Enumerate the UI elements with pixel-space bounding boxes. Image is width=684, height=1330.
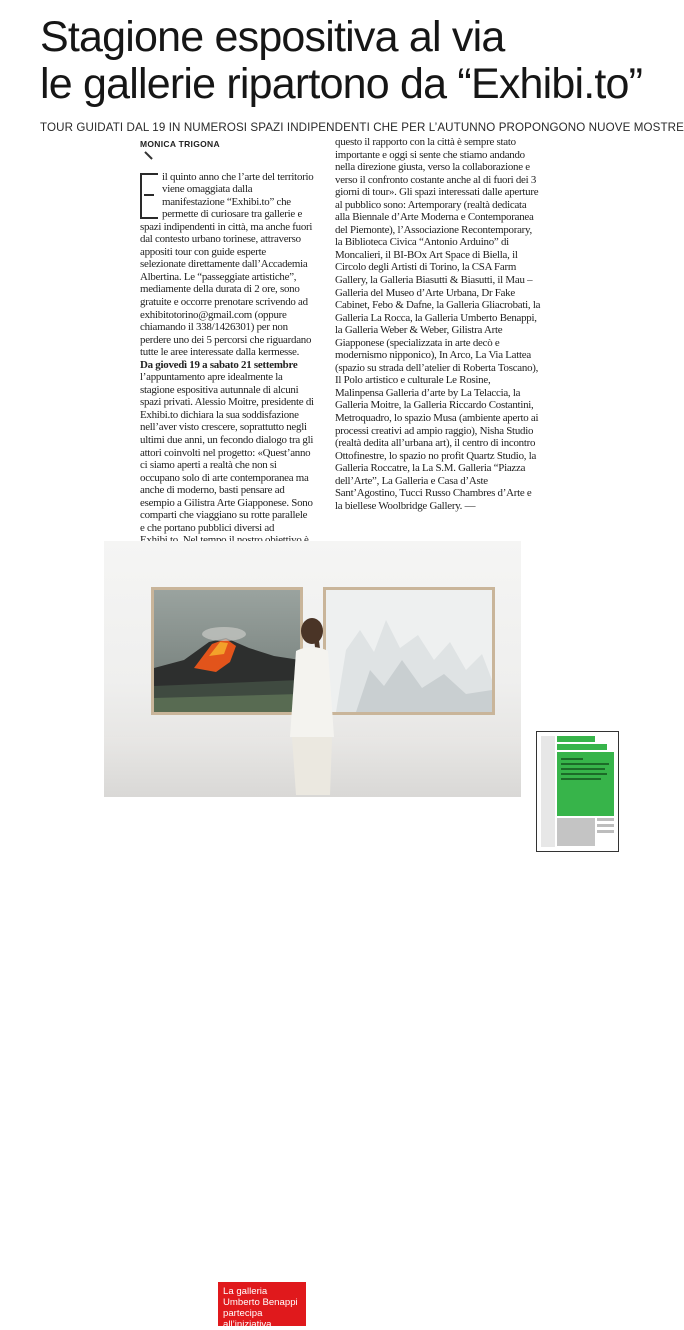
article-column-1 xyxy=(140,136,314,585)
article-body-2: questo il rapporto con la città è sempre stato importante e oggi si sente che stiamo andando nella direzione giusta, verso la collaborazione e verso il confronto costante anche al di fuori dei 3 giorni di tour». Gli spazi interessati dalle aperture al pubblico sono: Artemporary (realtà dedicata alla Biennale d’Arte Moderna e Contemporanea del Piemonte), l’Associazione Recontemporary, la Biblioteca Civica “Antonio Arduino” di Moncalieri, il BI-BOx Art Space di Biella, il Circolo degli Artisti di Torino, la CSA Farm Gallery, la Galleria Biasutti & Biasutti, il Mau – Galleria del Museo d’Arte Urbana, Dr Fake Cabinet, Febo & Dafne, la Galleria Gliacrobati, la Galleria La Rocca, la Galleria Umberto Benappi, la Galleria Weber & Weber, Gilistra Arte Giapponese (specializzata in arte decò e modernismo nipponico), In Arco, La Via Lattea (spazio su strada dell’atelier di Roberta Toscano), Il Polo artistico e culturale Le Rosine, Malinpensa Galleria d’arte by La Telaccia, la Galleria Moitre, la Galleria Riccardo Costantini, Metroquadro, lo spazio Musa (ambiente aperto ai processi creativi ad ampio raggio), Nisha Studio (realtà dedita all’urbana art), il centro di incontro Ottofinestre, lo spazio no profit Quartz Studio, la Galleria Roccatre, la La S.M. Galleria “Piazza dell’Arte”, La Galleria e Casa d’Aste Sant’Agostino, Tucci Russo Chambres d’Arte e la biellese Woolbridge Gallery. — xyxy=(335,136,541,512)
page-thumbnail-image xyxy=(537,732,618,851)
article-column-2 xyxy=(335,136,541,512)
headline-line-2: le gallerie ripartono da “Exhibi.to” xyxy=(40,60,643,108)
article-body-1: il quinto anno che l’arte del territorio viene omaggiata dalla manifestazione “Exhibi.to” che permette di curiosare tra gallerie e spazi indipendenti in città, ma anche fuori dal contesto urbano torinese, attraverso appositi tour con guide esperte selezionate direttamente dall’Accademia Albertina. Le “passeggiate artistiche”, mediamente della durata di 2 ore, sono gratuite e occorre prenotare scrivendo ad exhibitotorino@gmail.com (oppure chiamando il 338/1426301) per non perdere uno dei 5 percorsi che riguardano tutte le aree interessate dalla kermesse. Da giovedì 19 a sabato 21 settembre l’appuntamento apre idealmente la stagione espositiva autunnale di alcuni spazi privati. Alessio Moitre, presidente di Exhibi.to dichiara la sua soddisfazione nell’aver visto crescere, soprattutto negli ultimi due anni, un fecondo dialogo tra gli attori coinvolti nel progetto: «Quest’anno ci siamo aperti a realtà che non si occupano solo di arte contemporanea ma anche di moderno, basti pensare ad esempio a Gilistra Arte Giapponese. Sono comparti che viaggiano su rotte parallele e che portano pubblici diversi ad xyxy=(140,170,314,534)
event-dates: Da giovedì 19 a sabato 21 settembre xyxy=(140,358,298,371)
subheading: TOUR GUIDATI DAL 19 IN NUMEROSI SPAZI INDIPENDENTI CHE PER L’AUTUNNO PROPONGONO NUOVE MOSTRE xyxy=(40,121,684,134)
volcano-artwork xyxy=(151,587,303,715)
headline xyxy=(40,13,643,108)
woman-figure xyxy=(282,617,352,797)
page-thumbnail[interactable] xyxy=(536,731,619,852)
gallery-photo xyxy=(104,541,521,1330)
volcano-illustration xyxy=(154,590,300,712)
headline-line-1: Stagione espositiva al via xyxy=(40,13,505,61)
dropcap-e xyxy=(140,173,158,219)
photo-caption: La galleria Umberto Benappi partecipa all’iniziativa xyxy=(218,1282,306,1326)
byline: MONICA TRIGONA xyxy=(140,139,220,149)
byline-mark xyxy=(137,151,153,167)
